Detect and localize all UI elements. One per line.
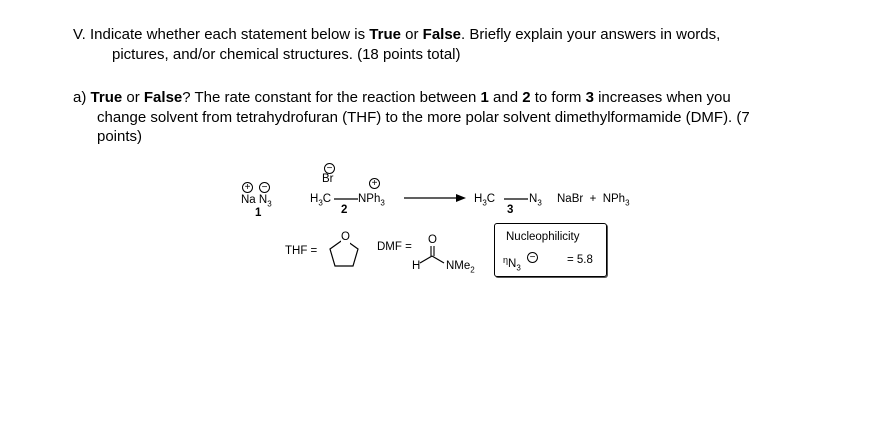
text: Na N <box>241 194 268 206</box>
plus-charge-icon: + <box>242 182 253 193</box>
plus-charge-icon: + <box>369 178 380 189</box>
phosphonium <box>358 193 385 209</box>
text: H <box>474 193 483 205</box>
text: H <box>310 193 319 205</box>
text: N <box>508 258 517 270</box>
text: 3 <box>380 198 385 208</box>
compound-number-3: 3 <box>507 204 514 216</box>
product-azide <box>529 193 542 209</box>
false-word: False <box>422 26 462 43</box>
arrow-head <box>456 194 466 202</box>
text: a) <box>73 89 91 106</box>
false-word: False <box>143 89 183 106</box>
text: 3 <box>482 198 487 208</box>
compound-number: 3 <box>585 89 594 106</box>
compound-number: 2 <box>522 89 531 106</box>
text: 3 <box>516 263 521 273</box>
text: increases when you <box>593 89 731 106</box>
text: or <box>400 26 423 43</box>
thf-oxygen: O <box>341 231 350 243</box>
text: 3 <box>625 198 630 208</box>
true-word: True <box>369 26 401 43</box>
dmf-label: DMF = <box>377 241 412 253</box>
question-a-line2: change solvent from tetrahydrofuran (THF) to the more polar solvent dimethylformamide (DMF). (7 <box>97 109 750 126</box>
nucleophilicity-title: Nucleophilicity <box>506 231 580 243</box>
dmf-hydrogen: H <box>412 260 421 272</box>
text: . Briefly explain your answers in words, <box>461 26 721 43</box>
dmf-bond-h <box>420 256 432 263</box>
text: + <box>589 193 597 205</box>
text: 3 <box>318 198 323 208</box>
text: C <box>486 193 496 205</box>
text: V. Indicate whether each statement below is <box>73 26 370 43</box>
text: NaBr <box>557 193 584 205</box>
compound-number-1: 1 <box>255 207 262 219</box>
compound-number: 1 <box>480 89 489 106</box>
text: NPh <box>358 193 381 205</box>
text: 3 <box>537 198 542 208</box>
text: 2 <box>470 265 475 275</box>
minus-charge-icon: − <box>527 252 538 263</box>
text: NMe <box>446 260 471 272</box>
bromide: Br <box>322 173 334 185</box>
minus-charge-icon: − <box>259 182 270 193</box>
text: η <box>503 255 509 265</box>
thf-label: THF = <box>285 245 318 257</box>
question-v-line2: pictures, and/or chemical structures. (18 points total) <box>112 46 461 63</box>
text: NPh <box>602 193 626 205</box>
text: and <box>488 89 523 106</box>
product-methyl <box>474 193 495 209</box>
dmf-bond-n <box>432 256 444 263</box>
text: to form <box>530 89 586 106</box>
byproducts <box>557 193 630 209</box>
text: 3 <box>267 199 272 209</box>
nucleophilicity-value: = 5.8 <box>567 254 593 266</box>
question-a-line3: points) <box>97 128 143 145</box>
minus-charge-icon: − <box>324 163 335 174</box>
true-word: True <box>90 89 123 106</box>
dmf-oxygen: O <box>428 234 437 246</box>
text: or <box>122 89 144 106</box>
compound-number-2: 2 <box>341 204 348 216</box>
text: C <box>322 193 332 205</box>
text: N <box>529 193 538 205</box>
methyl-group <box>310 193 331 209</box>
dmf-nme2 <box>446 260 475 276</box>
text: ? The rate constant for the reaction between <box>182 89 481 106</box>
eta-n3 <box>503 254 521 274</box>
